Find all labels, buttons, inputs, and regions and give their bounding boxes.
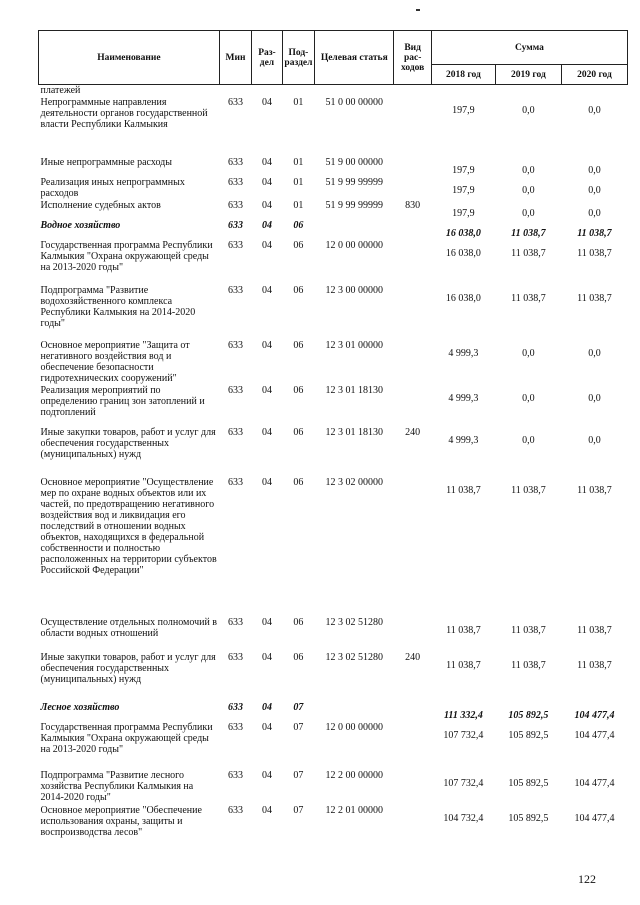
row-sum-2019	[495, 85, 561, 98]
table-row	[39, 85, 628, 98]
row-sum-2019: 0,0	[522, 105, 535, 116]
row-vid	[394, 285, 432, 340]
row-name: Государственная программа Республики Калмыкия "Охрана окружающей среды на 2013-2020 годы"	[40, 722, 213, 755]
table-row	[39, 285, 628, 340]
table-row	[39, 220, 628, 240]
row-min: 633	[227, 805, 243, 816]
row-razdel: 04	[261, 722, 272, 733]
row-sum-2018: 4 999,3	[448, 435, 479, 446]
row-sum-2019: 11 038,7	[511, 248, 546, 259]
row-razdel: 04	[261, 805, 272, 816]
row-razdel: 04	[261, 770, 272, 781]
row-sum-2020	[561, 85, 627, 98]
row-name: платежей	[40, 85, 81, 96]
row-target: 12 3 01 18130	[325, 427, 384, 438]
row-razdel: 04	[261, 157, 272, 168]
row-sum-2018: 11 038,7	[446, 660, 481, 671]
row-min: 633	[227, 477, 243, 488]
row-min: 633	[227, 200, 243, 211]
row-name: Осуществление отдельных полномочий в области водных отношений	[40, 617, 218, 639]
row-sum-2019: 0,0	[522, 208, 535, 219]
row-vid	[394, 770, 432, 805]
row-min: 633	[227, 617, 243, 628]
row-sum-2020: 11 038,7	[577, 485, 612, 496]
row-razdel: 04	[261, 220, 272, 231]
row-min: 633	[227, 427, 243, 438]
row-sum-2018	[431, 85, 495, 98]
row-vid	[394, 157, 432, 177]
row-sum-2018: 16 038,0	[445, 228, 481, 239]
row-sum-2018: 4 999,3	[448, 348, 479, 359]
row-sum-2018: 4 999,3	[448, 393, 479, 404]
header-name: Наименование	[39, 31, 220, 85]
row-target	[315, 85, 394, 98]
row-target: 12 3 02 51280	[325, 652, 384, 663]
row-sum-2020: 11 038,7	[577, 625, 612, 636]
row-sum-2020: 0,0	[588, 208, 601, 219]
row-vid	[394, 702, 432, 722]
row-sum-2020: 104 477,4	[574, 710, 615, 721]
row-sum-2018: 107 732,4	[443, 778, 484, 789]
row-target: 12 0 00 00000	[325, 240, 384, 251]
row-razdel: 04	[261, 340, 272, 351]
row-sum-2020: 11 038,7	[577, 248, 612, 259]
row-vid	[394, 385, 432, 427]
row-vid: 240	[405, 427, 421, 438]
table-row	[39, 340, 628, 385]
row-sum-2019: 0,0	[522, 185, 535, 196]
table-row	[39, 200, 628, 220]
row-sum-2018: 11 038,7	[446, 485, 481, 496]
header-2020: 2020 год	[561, 65, 627, 85]
row-target: 12 2 01 00000	[325, 805, 384, 816]
row-razdel: 04	[261, 702, 272, 713]
table-header	[39, 31, 628, 85]
table-row	[39, 177, 628, 200]
row-vid	[394, 477, 432, 617]
row-podrazdel: 07	[293, 702, 304, 713]
row-target: 12 3 01 18130	[325, 385, 384, 396]
row-sum-2019: 11 038,7	[511, 293, 546, 304]
row-podrazdel: 01	[293, 200, 304, 211]
header-sum: Сумма	[431, 31, 627, 65]
row-name: Государственная программа Республики Калмыкия "Охрана окружающей среды на 2013-2020 годы"	[40, 240, 213, 273]
row-sum-2018: 11 038,7	[446, 625, 481, 636]
row-vid	[394, 805, 432, 855]
row-sum-2019: 0,0	[522, 393, 535, 404]
row-sum-2020: 11 038,7	[577, 660, 612, 671]
row-vid	[394, 177, 432, 200]
row-sum-2020: 104 477,4	[574, 730, 615, 741]
table-row	[39, 770, 628, 805]
row-sum-2020: 11 038,7	[577, 293, 612, 304]
row-podrazdel: 06	[293, 340, 304, 351]
row-sum-2019: 105 892,5	[508, 813, 549, 824]
row-target: 12 2 00 00000	[325, 770, 384, 781]
row-razdel: 04	[261, 177, 272, 188]
row-razdel: 04	[261, 97, 272, 108]
page-number: 122	[578, 872, 596, 886]
row-sum-2018: 16 038,0	[445, 293, 481, 304]
row-sum-2020: 0,0	[588, 105, 601, 116]
row-target: 51 9 00 00000	[325, 157, 384, 168]
row-vid	[394, 220, 432, 240]
header-2018: 2018 год	[431, 65, 495, 85]
row-vid: 240	[405, 652, 421, 663]
row-sum-2018: 197,9	[452, 165, 475, 176]
table-row	[39, 385, 628, 427]
row-target	[315, 220, 394, 240]
row-min	[219, 85, 251, 98]
row-sum-2020: 104 477,4	[574, 813, 615, 824]
row-sum-2019: 105 892,5	[508, 710, 549, 721]
row-name: Подпрограмма "Развитие водохозяйственного комплекса Республики Калмыкия на 2014-2020 годы"	[40, 285, 196, 329]
row-name: Иные непрограммные расходы	[40, 157, 172, 168]
row-target: 51 9 99 99999	[325, 177, 384, 188]
row-razdel	[252, 85, 282, 98]
row-razdel: 04	[261, 240, 272, 251]
row-min: 633	[227, 220, 243, 231]
row-sum-2020: 0,0	[588, 165, 601, 176]
row-sum-2018: 107 732,4	[443, 730, 484, 741]
row-vid: 830	[405, 200, 421, 211]
row-min: 633	[227, 177, 243, 188]
row-target: 12 3 02 51280	[325, 617, 384, 628]
row-podrazdel: 06	[293, 220, 304, 231]
row-target: 12 3 01 00000	[325, 340, 384, 351]
row-target: 12 3 02 00000	[325, 477, 384, 488]
row-name: Исполнение судебных актов	[40, 200, 161, 211]
row-min: 633	[227, 702, 243, 713]
row-podrazdel: 01	[293, 177, 304, 188]
row-sum-2019: 105 892,5	[508, 778, 549, 789]
table-row	[39, 702, 628, 722]
row-name: Основное мероприятие "Защита от негативного воздействия вод и обеспечение безопасности гидротехнических сооружений"	[40, 340, 190, 384]
row-razdel: 04	[261, 200, 272, 211]
row-min: 633	[227, 652, 243, 663]
row-podrazdel: 07	[293, 805, 304, 816]
row-name: Иные закупки товаров, работ и услуг для обеспечения государственных (муниципальных) нужд	[40, 427, 216, 460]
row-min: 633	[227, 285, 243, 296]
table-row	[39, 157, 628, 177]
row-sum-2019: 0,0	[522, 165, 535, 176]
row-vid	[394, 340, 432, 385]
scan-mark	[416, 9, 420, 11]
row-podrazdel: 06	[293, 285, 304, 296]
row-vid	[394, 85, 432, 98]
row-podrazdel	[282, 85, 314, 98]
row-podrazdel: 07	[293, 722, 304, 733]
table-row	[39, 652, 628, 702]
row-vid	[394, 240, 432, 285]
row-target: 12 0 00 00000	[325, 722, 384, 733]
row-podrazdel: 06	[293, 427, 304, 438]
row-razdel: 04	[261, 285, 272, 296]
row-name: Лесное хозяйство	[40, 702, 120, 713]
row-sum-2019: 11 038,7	[511, 660, 546, 671]
row-sum-2020: 0,0	[588, 185, 601, 196]
row-name: Основное мероприятие "Осуществление мер по охране водных объектов или их частей, по предотвращению негативного воздействия вод и ликвидация его последствий в отношении водных объектов, находящихся в федеральной собственности и полностью расположенных на территории субъектов Российской Федерации"	[40, 477, 217, 576]
row-target: 51 9 99 99999	[325, 200, 384, 211]
row-podrazdel: 07	[293, 770, 304, 781]
row-min: 633	[227, 770, 243, 781]
table-row	[39, 617, 628, 652]
row-sum-2019: 0,0	[522, 348, 535, 359]
row-min: 633	[227, 722, 243, 733]
header-min: Мин	[219, 31, 251, 85]
header-vid: Вид рас-ходов	[394, 31, 432, 85]
row-sum-2018: 197,9	[452, 105, 475, 116]
header-2019: 2019 год	[495, 65, 561, 85]
row-min: 633	[227, 97, 243, 108]
row-sum-2019: 11 038,7	[511, 485, 546, 496]
table-row	[39, 722, 628, 770]
row-podrazdel: 01	[293, 157, 304, 168]
row-podrazdel: 01	[293, 97, 304, 108]
table-row	[39, 97, 628, 157]
row-sum-2020: 11 038,7	[577, 228, 612, 239]
row-sum-2020: 0,0	[588, 348, 601, 359]
row-min: 633	[227, 385, 243, 396]
row-razdel: 04	[261, 652, 272, 663]
table-row	[39, 240, 628, 285]
row-sum-2020: 104 477,4	[574, 778, 615, 789]
row-vid	[394, 722, 432, 770]
row-vid	[394, 97, 432, 157]
row-sum-2019: 11 038,7	[511, 625, 546, 636]
header-target: Целевая статья	[315, 31, 394, 85]
row-podrazdel: 06	[293, 477, 304, 488]
row-razdel: 04	[261, 427, 272, 438]
budget-table	[38, 30, 628, 855]
row-name: Реализация иных непрограммных расходов	[40, 177, 185, 199]
row-name: Подпрограмма "Развитие лесного хозяйства Республики Калмыкия на 2014-2020 годы"	[40, 770, 194, 803]
row-razdel: 04	[261, 477, 272, 488]
header-podrazdel: Под-раздел	[282, 31, 314, 85]
row-name: Основное мероприятие "Обеспечение использования охраны, защиты и воспроизводства лесов"	[40, 805, 202, 838]
row-sum-2019: 105 892,5	[508, 730, 549, 741]
row-name: Непрограммные направления деятельности органов государственной власти Республики Калмыкия	[40, 97, 208, 130]
table-row	[39, 805, 628, 855]
row-min: 633	[227, 157, 243, 168]
row-razdel: 04	[261, 617, 272, 628]
row-min: 633	[227, 340, 243, 351]
header-razdel: Раз-дел	[252, 31, 282, 85]
row-sum-2020: 0,0	[588, 435, 601, 446]
row-name: Реализация мероприятий по определению границ зон затоплений и подтоплений	[40, 385, 205, 418]
row-name: Водное хозяйство	[40, 220, 121, 231]
row-podrazdel: 06	[293, 617, 304, 628]
row-sum-2018: 197,9	[452, 208, 475, 219]
row-sum-2018: 111 332,4	[443, 710, 483, 721]
row-name: Иные закупки товаров, работ и услуг для обеспечения государственных (муниципальных) нужд	[40, 652, 216, 685]
row-sum-2018: 197,9	[452, 185, 475, 196]
row-target: 12 3 00 00000	[325, 285, 384, 296]
row-podrazdel: 06	[293, 385, 304, 396]
row-razdel: 04	[261, 385, 272, 396]
row-min: 633	[227, 240, 243, 251]
row-sum-2020: 0,0	[588, 393, 601, 404]
row-podrazdel: 06	[293, 652, 304, 663]
table-row	[39, 427, 628, 477]
row-sum-2019: 0,0	[522, 435, 535, 446]
row-vid	[394, 617, 432, 652]
row-sum-2018: 104 732,4	[443, 813, 484, 824]
row-podrazdel: 06	[293, 240, 304, 251]
row-target: 51 0 00 00000	[325, 97, 384, 108]
row-target	[315, 702, 394, 722]
table-row	[39, 477, 628, 617]
row-sum-2019: 11 038,7	[511, 228, 546, 239]
table-body	[39, 85, 628, 856]
row-sum-2018: 16 038,0	[445, 248, 481, 259]
